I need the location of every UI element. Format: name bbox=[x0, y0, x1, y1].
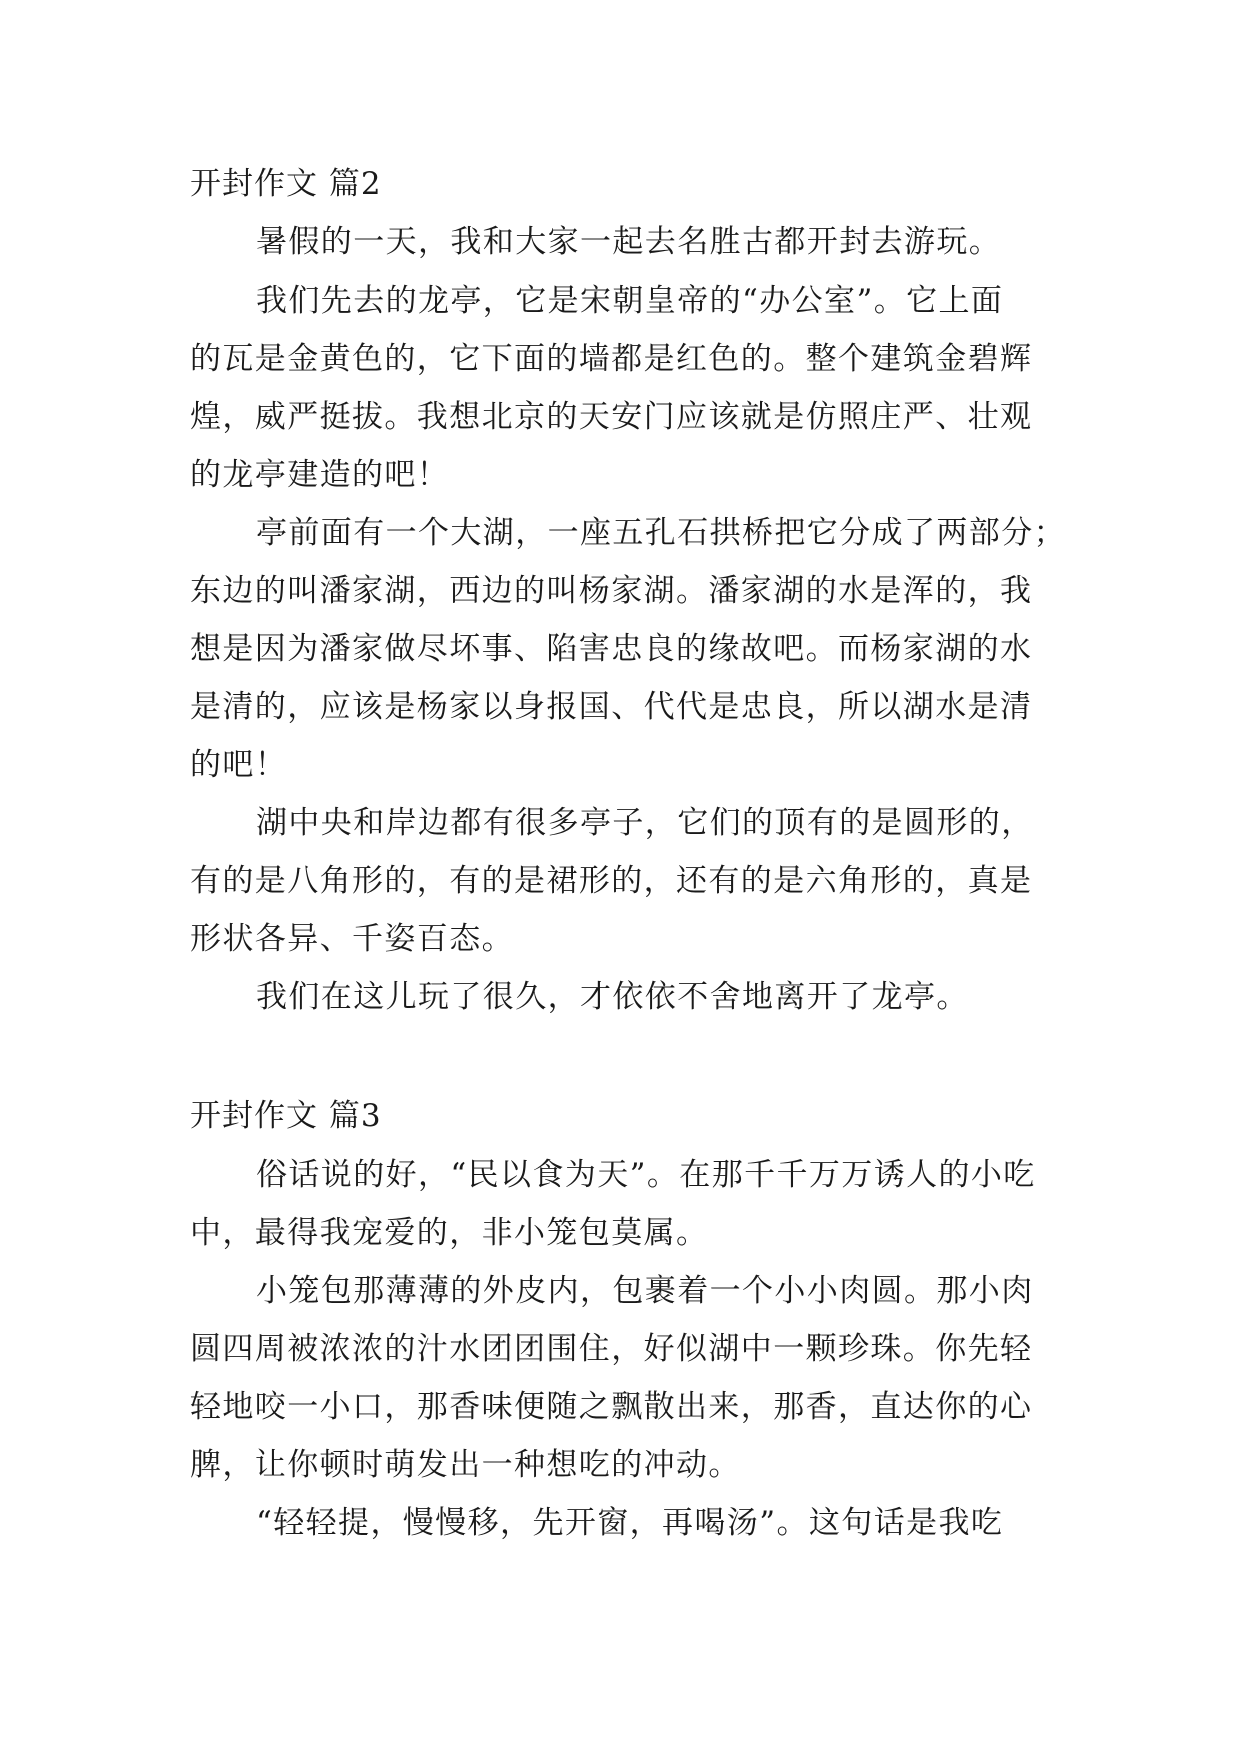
section-3-line-1: 俗话说的好，“民以食为天”。在那千千万万诱人的小吃 bbox=[256, 1157, 1036, 1193]
section-2-line-7: 东边的叫潘家湖，西边的叫杨家湖。潘家湖的水是浑的，我 bbox=[190, 573, 1033, 609]
section-2-line-4: 煌，威严挺拔。我想北京的天安门应该就是仿照庄严、壮观 bbox=[190, 399, 1033, 435]
section-2-line-1: 暑假的一天，我和大家一起去名胜古都开封去游玩。 bbox=[256, 224, 1002, 260]
section-2-line-11: 湖中央和岸边都有很多亭子，它们的顶有的是圆形的， bbox=[256, 805, 1034, 841]
section-3-line-7: “轻轻提，慢慢移，先开窗，再喝汤”。这句话是我吃 bbox=[256, 1505, 1004, 1541]
section-2-title: 开封作文 篇2 bbox=[190, 166, 382, 202]
section-3-line-5: 轻地咬一小口，那香味便随之飘散出来，那香，直达你的心 bbox=[190, 1389, 1033, 1425]
section-2-line-3: 的瓦是金黄色的，它下面的墙都是红色的。整个建筑金碧辉 bbox=[190, 341, 1033, 377]
section-3-line-4: 圆四周被浓浓的汁水团团围住，好似湖中一颗珍珠。你先轻 bbox=[190, 1331, 1033, 1367]
section-3-line-2: 中，最得我宠爱的，非小笼包莫属。 bbox=[190, 1215, 709, 1251]
section-2-line-5: 的龙亭建造的吧！ bbox=[190, 457, 450, 493]
section-2-line-13: 形状各异、千姿百态。 bbox=[190, 921, 514, 957]
section-2-line-10: 的吧！ bbox=[190, 747, 288, 783]
section-2-line-9: 是清的，应该是杨家以身报国、代代是忠良，所以湖水是清 bbox=[190, 689, 1033, 725]
section-2-line-14: 我们在这儿玩了很久，才依依不舍地离开了龙亭。 bbox=[256, 979, 969, 1015]
section-3-title: 开封作文 篇3 bbox=[190, 1098, 382, 1134]
section-3-line-3: 小笼包那薄薄的外皮内，包裹着一个小小肉圆。那小肉 bbox=[256, 1273, 1034, 1309]
section-3-line-6: 脾，让你顿时萌发出一种想吃的冲动。 bbox=[190, 1447, 741, 1483]
section-2-line-8: 想是因为潘家做尽坏事、陷害忠良的缘故吧。而杨家湖的水 bbox=[190, 631, 1033, 667]
section-2-line-6: 亭前面有一个大湖，一座五孔石拱桥把它分成了两部分； bbox=[256, 515, 1066, 551]
section-2-line-12: 有的是八角形的，有的是裙形的，还有的是六角形的，真是 bbox=[190, 863, 1033, 899]
section-2-line-2: 我们先去的龙亭，它是宋朝皇帝的“办公室”。它上面 bbox=[256, 283, 1004, 319]
